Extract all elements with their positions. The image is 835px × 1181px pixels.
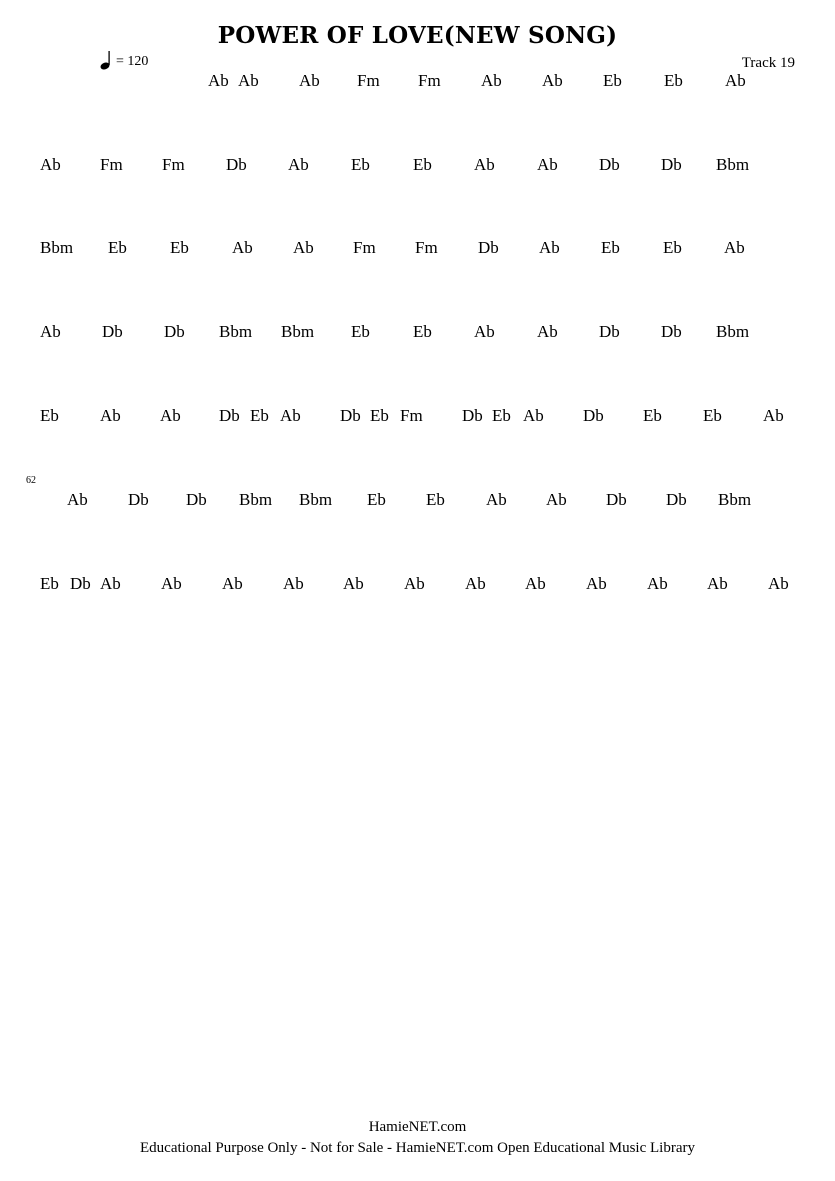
chord-symbol: Ab [647,574,668,593]
chord-system-1 [0,71,835,91]
chord-symbol: Fm [357,71,380,90]
chord-symbol: Ab [238,71,259,90]
chord-symbol: Ab [40,322,61,341]
chord-symbol: Ab [283,574,304,593]
chord-symbol: Ab [160,406,181,425]
chord-symbol: Fm [100,155,123,174]
chord-symbol: Ab [288,155,309,174]
chord-symbol: Ab [474,322,495,341]
chord-symbol: Ab [539,238,560,257]
chord-symbol: Ab [523,406,544,425]
chord-symbol: Bbm [281,322,315,341]
chord-symbol: Ab [232,238,253,257]
chord-symbol: Db [583,406,604,425]
quarter-note-icon [100,50,116,72]
chord-symbol: Bbm [718,490,752,509]
chord-symbol: Fm [162,155,185,174]
tempo-value: = 120 [116,54,149,69]
chord-symbol: Eb [703,406,722,425]
chord-symbol: Ab [208,71,229,90]
chord-symbol: Ab [100,574,121,593]
chord-symbol: Db [186,490,207,509]
chord-symbol: Eb [367,490,386,509]
chord-symbol: Eb [370,406,389,425]
chord-symbol: Ab [293,238,314,257]
chord-symbol: Db [226,155,247,174]
chord-symbol: Ab [474,155,495,174]
chord-symbol: Eb [413,322,432,341]
footer-notice: Educational Purpose Only - Not for Sale - HamieNET.com Open Educational Music Library [140,1140,695,1156]
chord-symbol: Db [462,406,483,425]
chord-symbol: Db [164,322,185,341]
footer-site: HamieNET.com [368,1119,467,1135]
chord-symbol: Ab [222,574,243,593]
chord-symbol: Eb [40,406,59,425]
chord-symbol: Db [666,490,687,509]
chord-symbol: Eb [40,574,59,593]
chord-symbol: Db [219,406,240,425]
chord-symbol: Ab [546,490,567,509]
chord-symbol: Ab [768,574,789,593]
chord-symbol: Eb [351,155,370,174]
chord-symbol: Ab [280,406,301,425]
chord-symbol: Eb [108,238,127,257]
track-label: Track 19 [741,55,795,71]
chord-symbol: Ab [586,574,607,593]
chord-symbol: Eb [426,490,445,509]
chord-symbol: Ab [100,406,121,425]
chord-symbol: Db [70,574,91,593]
chord-symbol: Fm [400,406,423,425]
chord-symbol: Eb [663,238,682,257]
chord-symbol: Fm [353,238,376,257]
chord-system-6 [0,490,835,510]
chord-symbol: Db [599,322,620,341]
chord-symbol: Db [478,238,499,257]
chord-symbol: Ab [537,322,558,341]
chord-symbol: Ab [40,155,61,174]
chord-symbol: Ab [465,574,486,593]
chord-symbol: Db [606,490,627,509]
chord-symbol: Eb [664,71,683,90]
chord-symbol: Bbm [219,322,253,341]
chord-symbol: Bbm [716,155,750,174]
chord-symbol: Db [128,490,149,509]
chord-symbol: Ab [343,574,364,593]
chord-symbol: Bbm [40,238,74,257]
chord-symbol: Ab [486,490,507,509]
chord-symbol: Eb [643,406,662,425]
chord-symbol: Eb [413,155,432,174]
tempo-marking [100,50,180,72]
chord-system-4 [0,322,835,342]
chord-system-7 [0,574,835,594]
chord-symbol: Ab [724,238,745,257]
chord-symbol: Ab [161,574,182,593]
chord-symbol: Db [661,155,682,174]
chord-symbol: Eb [170,238,189,257]
chord-symbol: Eb [250,406,269,425]
chord-symbol: Ab [67,490,88,509]
chord-system-5 [0,406,835,426]
chord-symbol: Ab [481,71,502,90]
chord-symbol: Db [661,322,682,341]
chord-symbol: Eb [603,71,622,90]
chord-symbol: Bbm [239,490,273,509]
chord-symbol: Db [599,155,620,174]
chord-system-3 [0,238,835,258]
chord-symbol: Ab [525,574,546,593]
chord-symbol: Ab [763,406,784,425]
chord-symbol: Ab [542,71,563,90]
chord-symbol: Db [340,406,361,425]
chord-symbol: Ab [537,155,558,174]
chord-symbol: Ab [707,574,728,593]
chord-symbol: Ab [404,574,425,593]
chord-system-2 [0,155,835,175]
chord-symbol: Db [102,322,123,341]
chord-symbol: Fm [418,71,441,90]
measure-number: 62 [26,475,36,486]
chord-symbol: Eb [492,406,511,425]
chord-symbol: Ab [725,71,746,90]
chord-symbol: Ab [299,71,320,90]
song-title: POWER OF LOVE(NEW SONG) [217,22,618,49]
chord-symbol: Fm [415,238,438,257]
chord-symbol: Eb [601,238,620,257]
chord-symbol: Bbm [716,322,750,341]
chord-symbol: Bbm [299,490,333,509]
chord-symbol: Eb [351,322,370,341]
